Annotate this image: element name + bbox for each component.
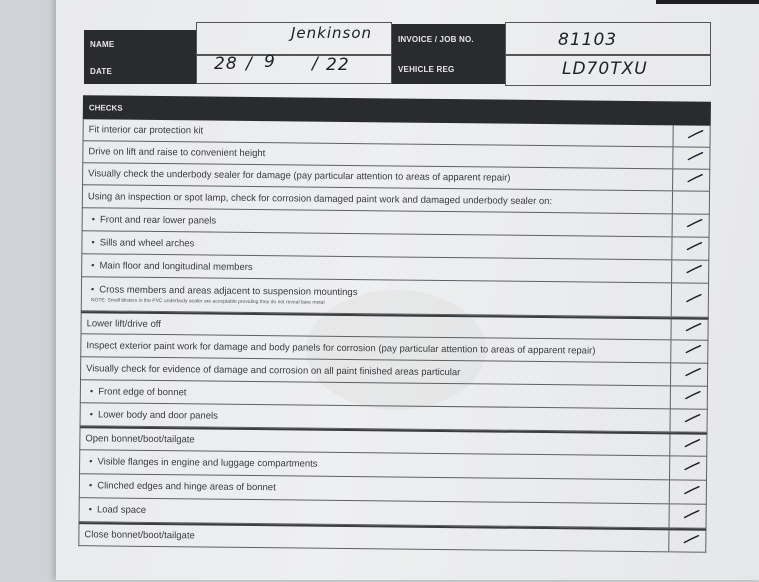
tick-mark-icon[interactable]	[687, 173, 703, 183]
checklist-item-line	[90, 386, 670, 403]
checklist-item-line	[91, 260, 671, 277]
checklist-item-text: Cross members and areas adjacent to suspension mountings	[99, 284, 358, 299]
checklist-item-line	[91, 237, 671, 254]
checklist-item-text: Sills and wheel arches	[99, 236, 195, 249]
checklist-item-note: NOTE: Small blisters in the PVC underbody sealer are acceptable providing they do not reveal bare metal	[90, 297, 325, 306]
checklist-item-line	[86, 340, 670, 357]
date-sep-2: /	[312, 54, 319, 74]
checklist-item-text: Clinched edges and hinge areas of bonnet	[97, 480, 276, 494]
checklist-item-text: Close bonnet/boot/tailgate	[84, 529, 195, 542]
date-year: 22	[326, 55, 350, 75]
bullet-marker: •	[89, 385, 94, 397]
checklist-item-text: Drive on lift and raise to convenient height	[88, 146, 266, 160]
checklist-item-text: Front edge of bonnet	[98, 385, 187, 398]
checklist-item-line	[89, 480, 669, 497]
tick-mark-icon[interactable]	[687, 151, 703, 161]
checklist-item-line	[90, 409, 670, 426]
bullet-marker: •	[88, 504, 93, 516]
tick-mark-icon[interactable]	[684, 461, 700, 471]
checklist-item-text: Open bonnet/boot/tailgate	[85, 433, 195, 446]
checklist-item-text: Using an inspection or spot lamp, check for corrosion damaged paint work and damaged underbody sealer on:	[87, 190, 553, 207]
tick-mark-icon[interactable]	[686, 265, 702, 275]
invoice-handwriting: 81103	[558, 30, 618, 50]
checklist-item-text: Fit interior car protection kit	[88, 124, 204, 137]
empty-tick-box[interactable]	[687, 196, 703, 206]
checks-table	[58, 95, 711, 582]
tick-mark-icon[interactable]	[685, 345, 701, 355]
tick-mark-icon[interactable]	[685, 391, 701, 401]
tick-mark-icon[interactable]	[685, 414, 701, 424]
checklist-item-line	[88, 146, 672, 163]
checklist-item-text: Visually check for evidence of damage and corrosion on all paint finished areas particular	[86, 362, 461, 378]
checklist-item-line	[88, 168, 672, 185]
checklist-item-text: Main floor and longitudinal members	[99, 259, 253, 273]
name-label: NAME	[84, 30, 196, 58]
bullet-marker: •	[89, 456, 93, 468]
tick-mark-icon[interactable]	[684, 485, 700, 495]
name-handwriting: Jenkinson	[291, 24, 373, 42]
checklist-item-line	[89, 456, 669, 473]
checklist-item-cell	[79, 524, 669, 551]
checklist-item-text: Lower lift/drive off	[86, 317, 161, 330]
bullet-marker: •	[91, 259, 95, 271]
checks-heading: CHECKS	[83, 95, 711, 126]
tick-mark-icon[interactable]	[684, 438, 700, 448]
checklist-item-text: Front and rear lower panels	[99, 213, 217, 227]
header-block	[84, 24, 711, 86]
checklist-item-line	[87, 318, 671, 335]
vehicle-reg-label: VEHICLE REG	[392, 55, 505, 84]
checklist-item-line	[86, 363, 670, 380]
date-sep-1: /	[246, 54, 253, 74]
top-dark-bar	[656, 0, 759, 4]
date-month: 9	[264, 52, 276, 72]
bullet-marker: •	[89, 408, 94, 420]
checklist-item-text: Visually check the underbody sealer for damage (pay particular attention to areas of apparent repair)	[88, 168, 511, 184]
checklist-item-line	[84, 529, 668, 546]
tick-mark-icon[interactable]	[688, 129, 704, 139]
checklist-item-cell	[82, 277, 672, 316]
tick-mark-icon[interactable]	[687, 219, 703, 229]
checklist-item-line	[88, 191, 672, 208]
vehicle-reg-handwriting: LD70TXU	[562, 59, 648, 79]
checklist-item-text: Lower body and door panels	[97, 408, 218, 422]
tick-mark-icon[interactable]	[686, 293, 702, 303]
bullet-marker: •	[91, 236, 95, 248]
tick-mark-icon[interactable]	[686, 323, 702, 333]
date-label: DATE	[84, 58, 196, 84]
bullet-marker: •	[88, 480, 93, 492]
tick-mark-icon[interactable]	[684, 509, 700, 519]
date-day: 28	[214, 54, 238, 74]
tick-mark-icon[interactable]	[686, 242, 702, 252]
invoice-label: INVOICE / JOB NO.	[392, 24, 505, 55]
tick-mark-icon[interactable]	[683, 534, 699, 544]
checklist-item-line	[92, 214, 672, 231]
checklist-item-line	[89, 124, 673, 141]
checklist-item-line	[89, 504, 669, 521]
checklist-item-text: Load space	[96, 504, 147, 516]
checklist-item-text: Inspect exterior paint work for damage and body panels for corrosion (pay particular attention to areas of apparent repair)	[86, 339, 596, 357]
checklist-item-text: Visible flanges in engine and luggage compartments	[97, 456, 318, 470]
checklist-item-line	[85, 433, 669, 450]
tick-mark-icon[interactable]	[685, 368, 701, 378]
bullet-marker: •	[91, 213, 96, 225]
bullet-marker: •	[90, 284, 95, 296]
